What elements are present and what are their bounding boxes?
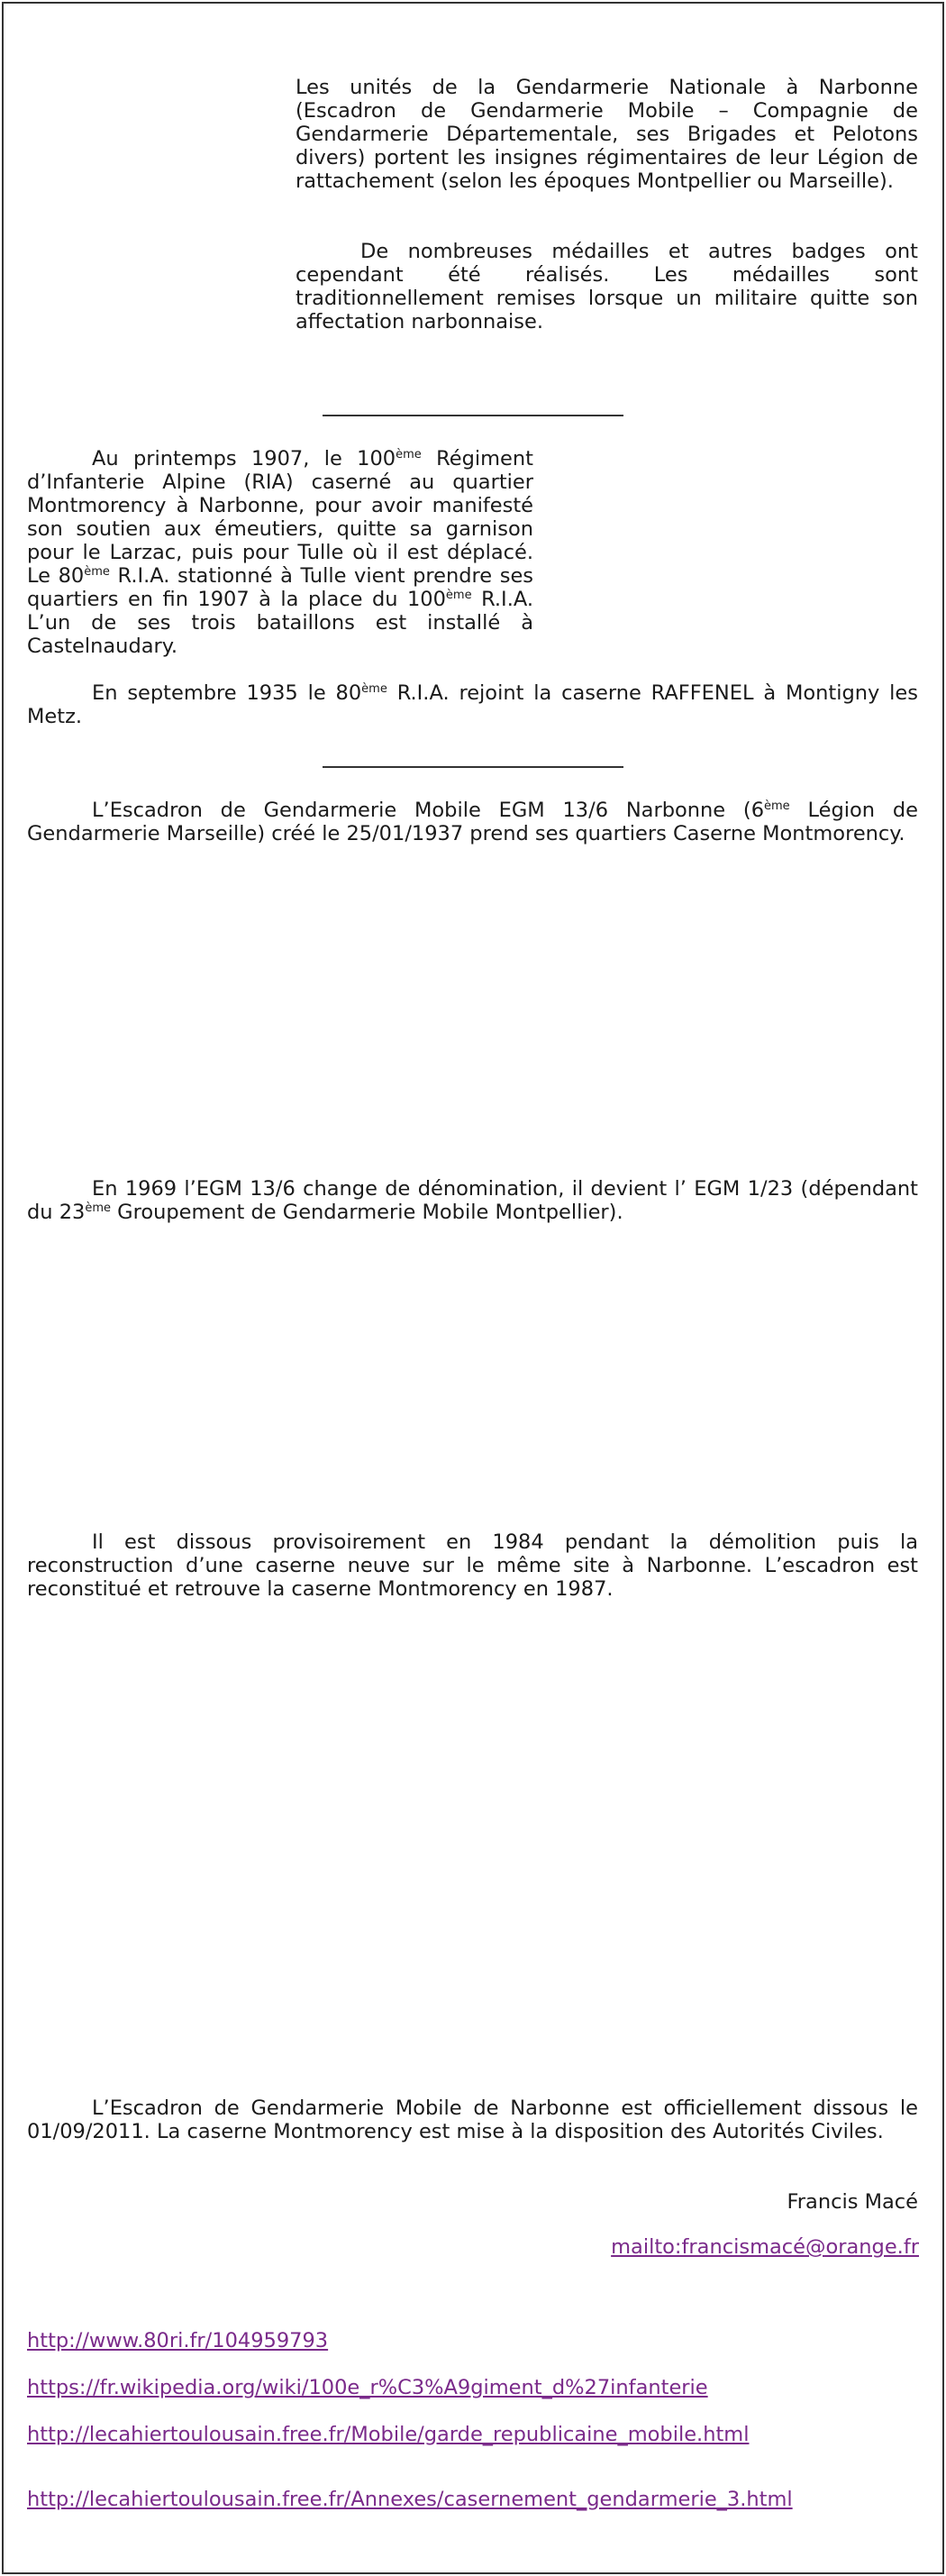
ria-sup-3: ème <box>445 589 472 602</box>
ria-sup-2: ème <box>84 565 110 579</box>
egm-paragraph-2 <box>27 1177 918 1224</box>
separator-line <box>323 415 623 416</box>
reference-link-1[interactable]: http://www.80ri.fr/104959793 <box>27 2329 329 2352</box>
egm-text-3: En 1969 l’EGM 13/6 change de dénomination, il devient l’ EGM 1/23 (dépendant du 23 <box>27 1177 918 1224</box>
egm-text-1: L’Escadron de Gendarmerie Mobile EGM 13/6 Narbonne (6 <box>92 799 765 822</box>
ria-sup-4: ème <box>361 682 387 696</box>
intro-paragraph-1: Les unités de la Gendarmerie Nationale à Narbonne (Escadron de Gendarmerie Mobile – Compagnie de Gendarmerie Départementale, ses Brigades et Pelotons divers) portent les insignes régimentaires de leur Légion de rattachement (selon les époques Montpellier ou Marseille). <box>296 76 918 193</box>
ria-text-3: R.I.A. stationné à Tulle vient prendre ses quartiers en fin 1907 à la place du 100 <box>27 564 534 611</box>
reference-link-3[interactable]: http://lecahiertoulousain.free.fr/Mobile/garde_republicaine_mobile.html <box>27 2423 750 2446</box>
ria-text-1: Au printemps 1907, le 100 <box>92 447 396 470</box>
reference-link-4[interactable]: http://lecahiertoulousain.free.fr/Annexes/casernement_gendarmerie_3.html <box>27 2488 793 2511</box>
ria-sup-1: ème <box>396 448 422 461</box>
egm-paragraph-4: L’Escadron de Gendarmerie Mobile de Narbonne est officiellement dissous le 01/09/2011. La caserne Montmorency est mise à la disposition des Autorités Civiles. <box>27 2096 918 2143</box>
ria-text-2: Régiment d’Infanterie Alpine (RIA) caserné au quartier Montmorency à Narbonne, pour avoir manifesté son soutien aux émeutiers, quitte sa garnison pour le Larzac, puis pour Tulle où il est déplacé. Le 80 <box>27 447 533 588</box>
ria-paragraph-1 <box>27 447 533 658</box>
page-frame <box>2 2 944 2574</box>
egm-paragraph-1 <box>27 799 918 845</box>
reference-link-2[interactable]: https://fr.wikipedia.org/wiki/100e_r%C3%A9giment_d%27infanterie <box>27 2376 708 2399</box>
egm-text-4: Groupement de Gendarmerie Mobile Montpellier). <box>111 1201 623 1224</box>
author-signature: Francis Macé <box>787 2190 918 2214</box>
egm-text-2: Légion de Gendarmerie Marseille) créé le 25/01/1937 prend ses quartiers Caserne Montmorency. <box>27 799 918 845</box>
ria-text-4: R.I.A. L’un de ses trois bataillons est installé à Castelnaudary. <box>27 588 533 658</box>
email-link[interactable]: mailto:francismacé@orange.fr <box>611 2235 919 2259</box>
ria-text-6: R.I.A. rejoint la caserne RAFFENEL à Montigny les Metz. <box>27 681 918 728</box>
ria-paragraph-2 <box>27 681 918 728</box>
separator-line <box>323 766 623 768</box>
egm-sup-2: ème <box>85 1201 111 1215</box>
ria-text-5: En septembre 1935 le 80 <box>92 681 362 705</box>
egm-paragraph-3: Il est dissous provisoirement en 1984 pendant la démolition puis la reconstruction d’une caserne neuve sur le même site à Narbonne. L’escadron est reconstitué et retrouve la caserne Montmorency en 1987. <box>27 1530 918 1601</box>
intro-paragraph-2: De nombreuses médailles et autres badges ont cependant été réalisés. Les médailles sont traditionnellement remises lorsque un militaire quitte son affectation narbonnaise. <box>296 240 918 333</box>
egm-sup-1: ème <box>764 799 790 813</box>
